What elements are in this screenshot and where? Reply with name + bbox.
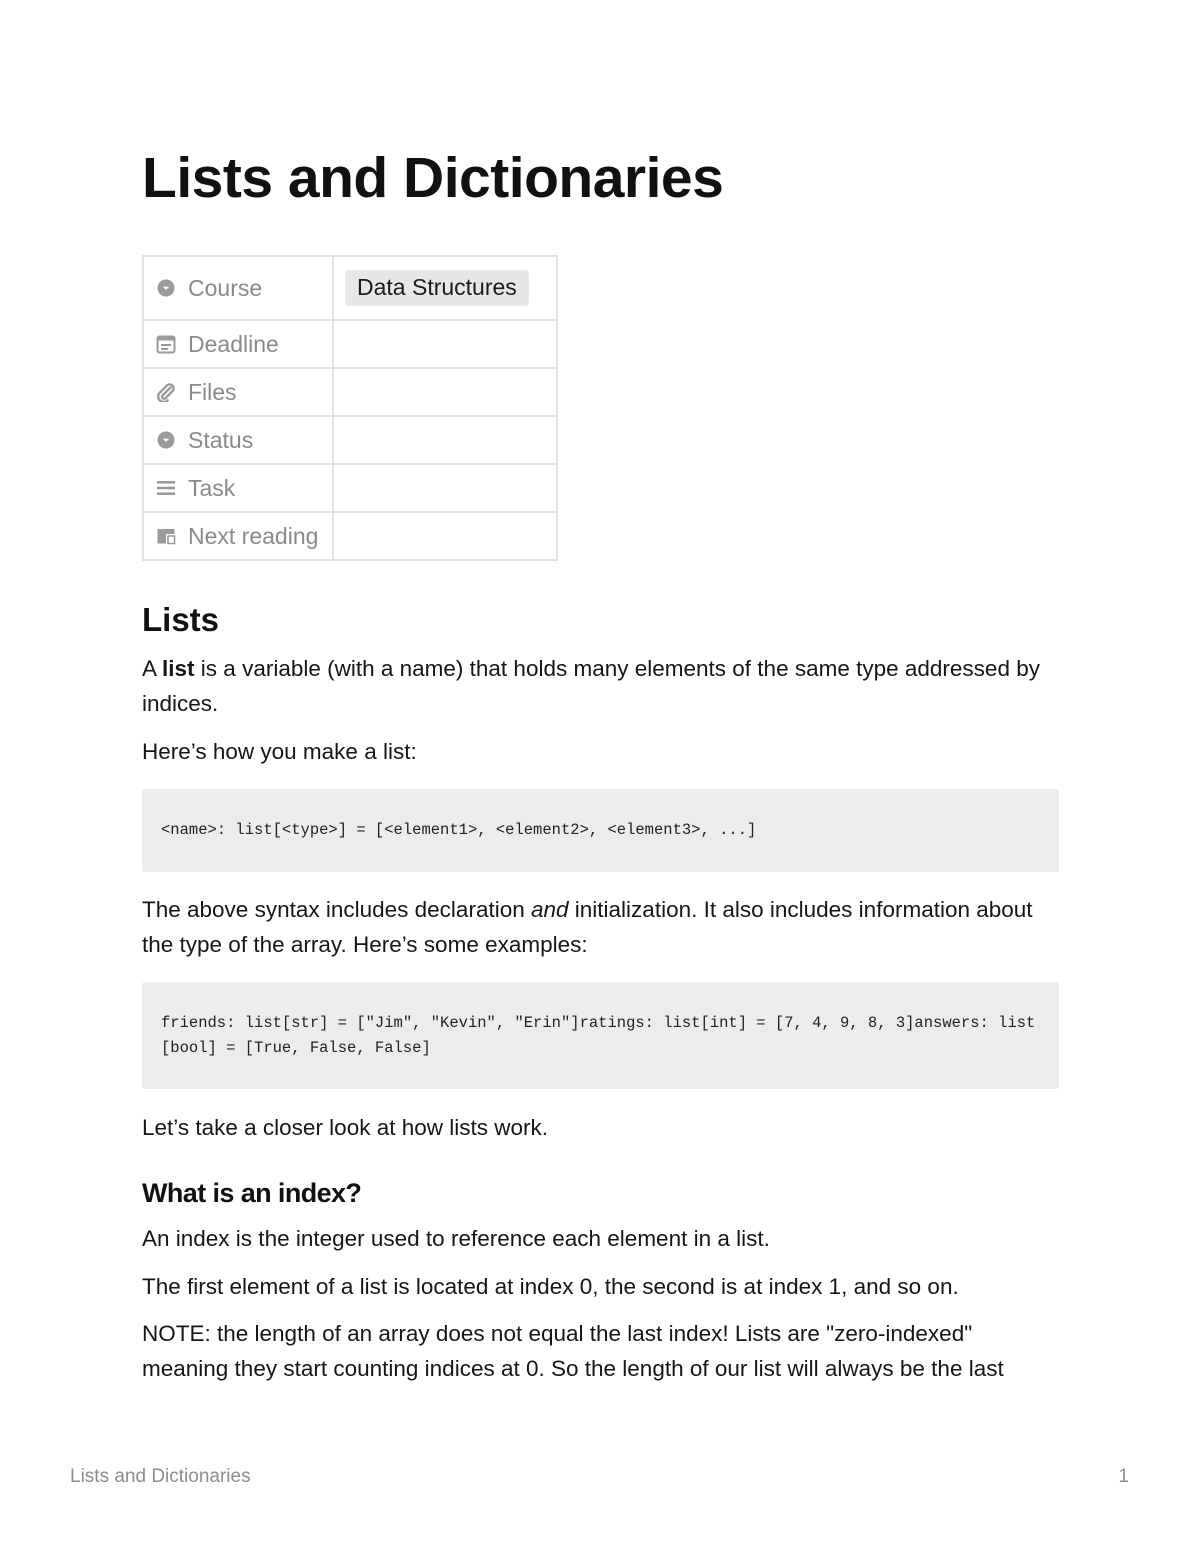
- property-key-cell: [143, 416, 333, 464]
- select-circle-icon: [156, 278, 176, 298]
- property-value-cell[interactable]: [333, 256, 557, 320]
- footer-document-title: Lists and Dictionaries: [70, 1466, 251, 1487]
- property-row-deadline: [143, 320, 557, 368]
- property-key-label: Files: [188, 378, 237, 405]
- property-value-cell[interactable]: [333, 320, 557, 368]
- property-key-cell: [143, 464, 333, 512]
- lists-paragraph-closer-look: Let’s take a closer look at how lists work.: [142, 1115, 549, 1140]
- property-value-cell[interactable]: [333, 416, 557, 464]
- property-value-cell[interactable]: [333, 464, 557, 512]
- page-title: Lists and Dictionaries: [142, 146, 724, 210]
- property-value-cell[interactable]: [333, 368, 557, 416]
- section-heading-lists: Lists: [142, 601, 220, 638]
- property-key-cell: [143, 368, 333, 416]
- property-row-course: [143, 256, 557, 320]
- property-row-next-reading: [143, 512, 557, 560]
- select-circle-icon: [156, 430, 176, 450]
- text-lines-icon: [156, 478, 176, 498]
- footer-page-number: 1: [1118, 1466, 1129, 1487]
- property-key-label: Deadline: [188, 330, 279, 357]
- property-key-label: Status: [188, 426, 254, 453]
- property-key-label: Next reading: [188, 522, 319, 549]
- index-paragraph-definition: An index is the integer used to reference each element in a list.: [142, 1226, 770, 1251]
- lists-paragraph-howto: Here’s how you make a list:: [142, 739, 417, 764]
- bold-term-list: list: [162, 656, 195, 681]
- calendar-icon: [156, 334, 176, 354]
- paperclip-icon: [156, 382, 176, 402]
- code-block-syntax: <name>: list[<type>] = [<element1>, <element2>, <element3>, ...]: [142, 789, 1059, 872]
- property-row-files: [143, 368, 557, 416]
- course-tag[interactable]: Data Structures: [345, 270, 529, 306]
- relation-icon: [156, 526, 176, 546]
- index-paragraph-note: NOTE: the length of an array does not equal the last index! Lists are "zero-indexed" meaning they start counting indices at 0. So the length of our list will always be the last: [142, 1321, 1004, 1381]
- index-paragraph-first-element: The first element of a list is located at index 0, the second is at index 1, and so on.: [142, 1274, 959, 1299]
- property-key-label: Task: [188, 474, 236, 501]
- lists-paragraph-definition: A list is a variable (with a name) that holds many elements of the same type addressed by indices.: [142, 656, 1040, 716]
- section-heading-index: What is an index?: [142, 1178, 362, 1208]
- italic-and: and: [530, 897, 569, 922]
- property-key-cell: [143, 320, 333, 368]
- code-block-examples: friends: list[str] = ["Jim", "Kevin", "Erin"]ratings: list[int] = [7, 4, 9, 8, 3]answers: list[bool] = [True, False, False]: [142, 982, 1059, 1089]
- property-key-label: Course: [188, 274, 263, 301]
- lists-paragraph-syntax-note: The above syntax includes declaration and initialization. It also includes information about the type of the array. Here’s some examples:: [142, 897, 1033, 957]
- property-key-cell: [143, 256, 333, 320]
- property-key-cell: [143, 512, 333, 560]
- property-value-cell[interactable]: [333, 512, 557, 560]
- properties-table: [142, 255, 558, 561]
- property-row-status: [143, 416, 557, 464]
- property-row-task: [143, 464, 557, 512]
